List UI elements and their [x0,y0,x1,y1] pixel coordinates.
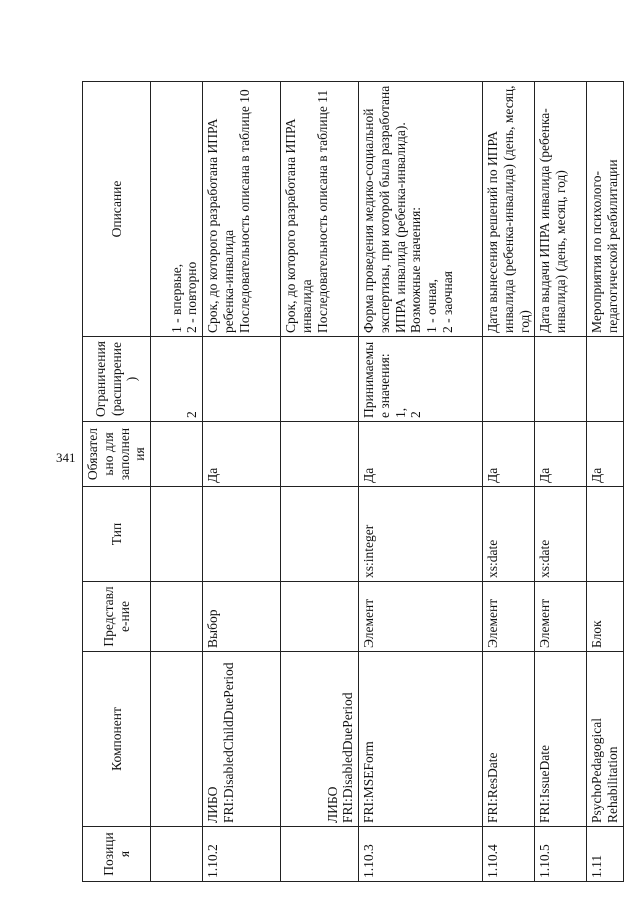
description-line: Последовательность описана в таблице 11 [314,89,330,333]
cell-position: 1.11 [587,827,624,882]
description-line: Форма проведения медико-социальной экспертизы, при которой была разработана ИПРА инвалида (ребенка-инвалида). Возможные значения: [361,85,424,333]
description-line: Срок, до которого разработана ИПРА ребенка-инвалида [205,118,236,333]
description-line: Мероприятия по психолого-педагогической реабилитации [589,159,621,333]
cell-restriction [359,337,483,422]
cell-component [203,652,281,827]
cell-type: xs:date [483,487,535,582]
description-line: 1 - впервые, [168,263,184,333]
cell-description [587,82,624,337]
cell-representation: Элемент [359,582,483,652]
cell-description [535,82,587,337]
table-row [587,82,624,882]
cell-description [359,82,483,337]
description-line: 2 - повторно [184,261,200,333]
cell-required: Да [483,422,535,487]
header-position: Позиция [83,827,151,882]
spec-table [82,81,624,882]
table-row [359,82,483,882]
cell-type [151,487,203,582]
cell-representation: Выбор [203,582,281,652]
rotated-page-content [82,82,621,882]
component-line: ЛИБО [205,786,221,823]
header-type: Тип [83,487,151,582]
cell-required [151,422,203,487]
cell-representation: Элемент [483,582,535,652]
cell-description [203,82,281,337]
page-number: 341 [56,450,76,465]
restriction-line: 2 [408,411,424,418]
cell-component [281,652,359,827]
description-line: Дата вынесения решений по ИПРА инвалида (ребенка-инвалида) (день, месяц, год) [485,85,532,333]
component-line: FRI:DisabledDuePeriod [340,692,356,823]
cell-restriction [483,337,535,422]
cell-required: Да [587,422,624,487]
cell-type [203,487,281,582]
cell-restriction [535,337,587,422]
header-restriction: Ограничения (расширение) [83,337,151,422]
table-row [281,82,359,882]
cell-position [281,827,359,882]
component-line: Rehabilitation [605,746,621,823]
cell-type [281,487,359,582]
cell-representation [281,582,359,652]
cell-type: xs:integer [359,487,483,582]
cell-restriction [203,337,281,422]
cell-type [587,487,624,582]
description-line: Последовательность описана в таблице 10 [236,89,252,333]
component-line: FRI:IssueDate [537,745,553,823]
cell-representation: Элемент [535,582,587,652]
cell-type: xs:date [535,487,587,582]
cell-description [281,82,359,337]
cell-position: 1.10.4 [483,827,535,882]
cell-component [535,652,587,827]
cell-description [151,82,203,337]
cell-restriction [151,337,203,422]
description-line: Срок, до которого разработана ИПРА инвалида [283,118,314,333]
cell-position: 1.10.5 [535,827,587,882]
cell-restriction [281,337,359,422]
cell-required: Да [359,422,483,487]
cell-required [281,422,359,487]
component-line: ЛИБО [324,786,340,823]
cell-position: 1.10.2 [203,827,281,882]
cell-representation [151,582,203,652]
cell-position [151,827,203,882]
header-row [83,82,151,882]
component-line: PsychoPedagogical [589,718,605,823]
component-line: FRI:ResDate [485,752,501,823]
header-description: Описание [83,82,151,337]
table-row [483,82,535,882]
header-representation: Представле-ние [83,582,151,652]
component-line: FRI:MSEForm [361,741,377,823]
restriction-line: Принимаемые значения: [361,341,392,418]
table-row [203,82,281,882]
cell-required: Да [203,422,281,487]
cell-component [151,652,203,827]
description-line: 1 - очная, [424,279,440,333]
restriction-line: 2 [184,411,200,418]
cell-restriction [587,337,624,422]
description-line: Дата выдачи ИПРА инвалида (ребенка-инвалида) (день, месяц, год) [537,108,569,333]
cell-component [359,652,483,827]
cell-component [483,652,535,827]
description-line: 2 - заочная [440,271,456,333]
cell-representation: Блок [587,582,624,652]
restriction-line: 1, [392,407,408,418]
header-component: Компонент [83,652,151,827]
table-row [535,82,587,882]
component-line: FRI:DisabledChildDuePeriod [220,662,236,823]
table-row [151,82,203,882]
cell-component [587,652,624,827]
cell-description [483,82,535,337]
header-required: Обязательно для заполнения [83,422,151,487]
cell-required: Да [535,422,587,487]
cell-position: 1.10.3 [359,827,483,882]
